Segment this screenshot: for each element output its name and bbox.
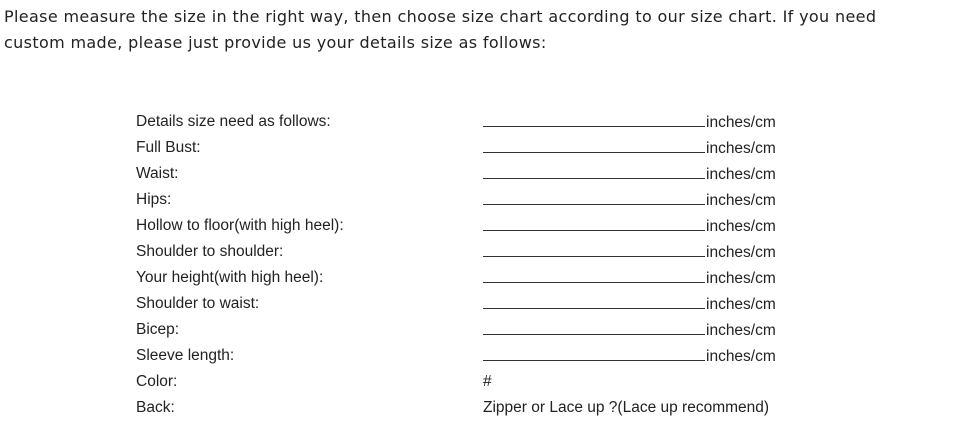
size-row-entry	[483, 161, 776, 188]
unit-text: inches/cm	[706, 322, 776, 339]
size-row-label: Hips:	[136, 191, 172, 208]
unit-text: inches/cm	[706, 166, 776, 183]
size-row-bicep	[136, 317, 836, 343]
size-row-entry	[483, 187, 776, 214]
size-row-label: Bicep:	[136, 321, 180, 338]
blank-line	[483, 109, 705, 127]
size-details-form	[136, 109, 836, 421]
size-row-entry	[483, 239, 776, 266]
size-row-height	[136, 265, 836, 291]
size-row-entry	[483, 109, 776, 136]
blank-line	[483, 135, 705, 153]
size-row-label: Waist:	[136, 165, 179, 182]
color-label: Color:	[136, 373, 178, 390]
color-row	[136, 369, 836, 395]
blank-line	[483, 161, 705, 179]
size-row-sleeve-length	[136, 343, 836, 369]
size-row-label: Shoulder to waist:	[136, 295, 260, 312]
unit-text: inches/cm	[706, 348, 776, 365]
unit-text: inches/cm	[706, 192, 776, 209]
size-row-label: Shoulder to shoulder:	[136, 243, 284, 260]
intro-line-2: custom made, please just provide us your details size as follows:	[4, 33, 547, 52]
size-row-label: Hollow to floor(with high heel):	[136, 217, 344, 234]
blank-line	[483, 265, 705, 283]
size-row-label: Sleeve length:	[136, 347, 235, 364]
size-row-label: Full Bust:	[136, 139, 201, 156]
blank-line	[483, 291, 705, 309]
size-row-label: Details size need as follows:	[136, 113, 331, 130]
unit-text: inches/cm	[706, 140, 776, 157]
unit-text: inches/cm	[706, 244, 776, 261]
unit-text: inches/cm	[706, 296, 776, 313]
blank-line	[483, 239, 705, 257]
back-row	[136, 395, 836, 421]
size-row-entry	[483, 291, 776, 318]
unit-text: inches/cm	[706, 270, 776, 287]
size-row-waist	[136, 161, 836, 187]
size-row-entry	[483, 265, 776, 292]
size-row-hollow-to-floor	[136, 213, 836, 239]
back-value: Zipper or Lace up ?(Lace up recommend)	[483, 399, 770, 416]
size-row-label: Your height(with high heel):	[136, 269, 324, 286]
blank-line	[483, 317, 705, 335]
color-value: #	[483, 373, 492, 390]
size-row-entry	[483, 343, 776, 370]
unit-text: inches/cm	[706, 218, 776, 235]
intro-line-1: Please measure the size in the right way, then choose size chart according to our size chart. If you need	[4, 7, 877, 26]
size-row-full-bust	[136, 135, 836, 161]
unit-text: inches/cm	[706, 114, 776, 131]
size-row-hips	[136, 187, 836, 213]
size-row-shoulder-to-shoulder	[136, 239, 836, 265]
intro-paragraph	[4, 4, 954, 56]
size-row-entry	[483, 317, 776, 344]
size-row-details	[136, 109, 836, 135]
blank-line	[483, 343, 705, 361]
size-row-entry	[483, 135, 776, 162]
back-label: Back:	[136, 399, 175, 416]
size-row-shoulder-to-waist	[136, 291, 836, 317]
blank-line	[483, 213, 705, 231]
blank-line	[483, 187, 705, 205]
size-row-entry	[483, 213, 776, 240]
